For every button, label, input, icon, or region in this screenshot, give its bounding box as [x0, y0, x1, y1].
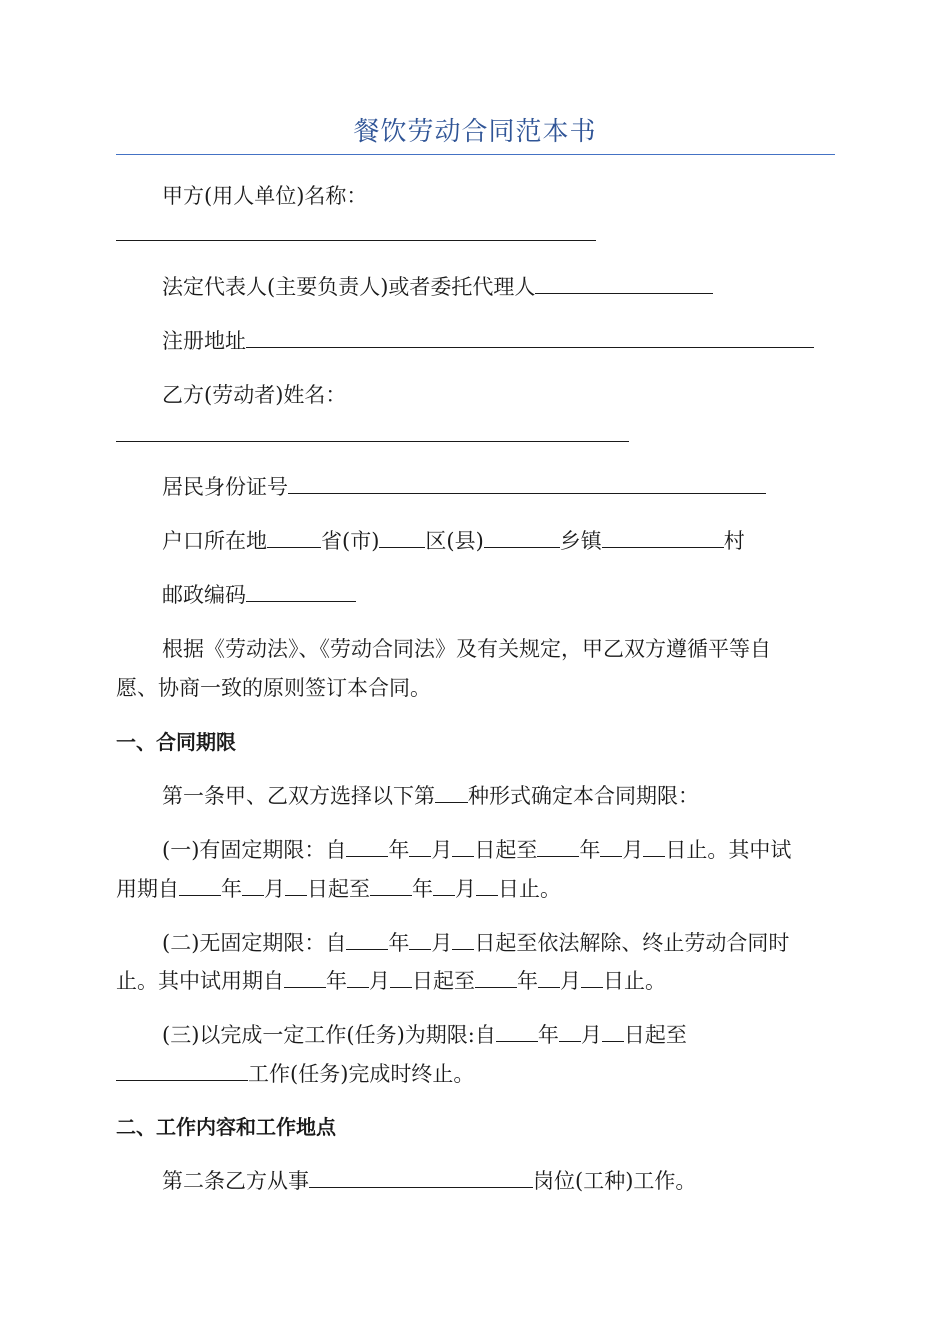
open-probation-start-month-blank[interactable]: [347, 967, 369, 988]
month-text: 月: [560, 969, 581, 993]
representative-line: [116, 273, 835, 301]
day-end-text: 日止。: [498, 877, 561, 901]
province-blank[interactable]: [267, 527, 321, 548]
party-b-name-line: [116, 381, 835, 409]
year-text: 年: [221, 877, 242, 901]
fixed-term-line-2: [116, 875, 835, 903]
representative-blank[interactable]: [535, 273, 713, 294]
task-term-suffix: 工作(任务)完成时终止。: [248, 1062, 475, 1086]
party-b-name-blank[interactable]: [116, 441, 629, 442]
postcode-label: 邮政编码: [162, 583, 246, 607]
fixed-end-month-blank[interactable]: [600, 836, 622, 857]
postcode-blank[interactable]: [246, 581, 356, 602]
postcode-line: [116, 581, 835, 609]
village-label: 村: [723, 529, 745, 553]
fixed-end-day-blank[interactable]: [643, 836, 665, 857]
id-number-line: [116, 473, 835, 501]
document-title: 餐饮劳动合同范本书: [353, 117, 597, 147]
article-2-prefix: 第二条乙方从事: [162, 1169, 309, 1193]
task-start-year-blank[interactable]: [496, 1021, 538, 1042]
preamble-text-1: 根据《劳动法》、《劳动合同法》及有关规定，甲乙双方遵循平等自: [162, 637, 771, 661]
day-end-text: 日止。: [603, 969, 666, 993]
article-1-prefix: 第一条甲、乙双方选择以下第: [162, 784, 435, 808]
article-1-suffix: 种形式确定本合同期限：: [468, 784, 699, 808]
probation-start-year-blank[interactable]: [179, 875, 221, 896]
household-label: 户口所在地: [162, 529, 267, 553]
article-1-line: [116, 782, 835, 810]
representative-label: 法定代表人(主要负责人)或者委托代理人: [162, 275, 536, 299]
party-a-name-label: 甲方(用人单位)名称：: [162, 184, 368, 208]
fixed-start-month-blank[interactable]: [409, 836, 431, 857]
task-description-blank[interactable]: [116, 1060, 248, 1081]
year-text: 年: [388, 931, 410, 955]
address-line: [116, 327, 835, 355]
month-text: 月: [580, 1023, 602, 1047]
open-term-label: (二)无固定期限：自: [162, 931, 347, 955]
open-probation-end-month-blank[interactable]: [538, 967, 560, 988]
province-label: 省(市): [321, 529, 380, 553]
open-term-line-2: [116, 967, 835, 995]
month-text: 月: [369, 969, 390, 993]
year-text: 年: [326, 969, 347, 993]
open-probation-end-year-blank[interactable]: [475, 967, 517, 988]
year-text: 年: [537, 1023, 559, 1047]
year-text: 年: [579, 838, 601, 862]
month-text: 月: [622, 838, 644, 862]
open-probation-end-day-blank[interactable]: [581, 967, 603, 988]
open-probation-start-year-blank[interactable]: [284, 967, 326, 988]
day-from-text: 日起至: [307, 877, 370, 901]
id-number-blank[interactable]: [288, 473, 766, 494]
household-line: [116, 527, 835, 555]
id-number-label: 居民身份证号: [162, 475, 288, 499]
day-end-text: 日止。其中试: [665, 838, 792, 862]
open-term-line-1: [116, 929, 835, 957]
open-until-text: 日起至依法解除、终止劳动合同时: [474, 931, 790, 955]
year-text: 年: [388, 838, 410, 862]
task-start-day-blank[interactable]: [602, 1021, 624, 1042]
task-start-month-blank[interactable]: [559, 1021, 581, 1042]
section-1-heading: 一、合同期限: [116, 730, 236, 754]
party-a-name-line: [116, 182, 835, 210]
open-start-year-blank[interactable]: [346, 929, 388, 950]
day-from-text: 日起至: [623, 1023, 687, 1047]
open-start-month-blank[interactable]: [409, 929, 431, 950]
open-start-day-blank[interactable]: [452, 929, 474, 950]
month-text: 月: [264, 877, 285, 901]
year-text: 年: [412, 877, 433, 901]
district-blank[interactable]: [379, 527, 425, 548]
probation-end-month-blank[interactable]: [433, 875, 455, 896]
preamble-text-2: 愿、协商一致的原则签订本合同。: [116, 676, 431, 700]
probation-label: 用期自: [116, 877, 179, 901]
district-label: 区(县): [425, 529, 484, 553]
preamble-line-1: [116, 635, 835, 663]
title-underline: [116, 154, 835, 155]
fixed-term-label: (一)有固定期限：自: [162, 838, 347, 862]
village-blank[interactable]: [602, 527, 724, 548]
address-label: 注册地址: [162, 329, 246, 353]
open-probation-start-day-blank[interactable]: [390, 967, 412, 988]
term-type-blank[interactable]: [435, 782, 468, 803]
fixed-end-year-blank[interactable]: [537, 836, 579, 857]
month-text: 月: [431, 838, 453, 862]
month-text: 月: [455, 877, 476, 901]
party-a-name-blank[interactable]: [116, 240, 596, 241]
probation-start-month-blank[interactable]: [242, 875, 264, 896]
article-2-suffix: 岗位(工种)工作。: [533, 1169, 697, 1193]
day-from-text: 日起至: [412, 969, 475, 993]
address-blank[interactable]: [246, 327, 814, 348]
month-text: 月: [431, 931, 453, 955]
position-blank[interactable]: [309, 1167, 533, 1188]
fixed-start-year-blank[interactable]: [346, 836, 388, 857]
party-b-name-label: 乙方(劳动者)姓名：: [162, 383, 347, 407]
probation-end-year-blank[interactable]: [370, 875, 412, 896]
day-from-text: 日起至: [474, 838, 538, 862]
preamble-line-2: [116, 674, 835, 702]
town-label: 乡镇: [559, 529, 602, 553]
open-probation-label: 止。其中试用期自: [116, 969, 284, 993]
probation-end-day-blank[interactable]: [476, 875, 498, 896]
article-2-line: [116, 1167, 835, 1195]
task-term-line-1: [116, 1021, 835, 1049]
task-term-line-2: [116, 1060, 835, 1088]
task-term-label: (三)以完成一定工作(任务)为期限:自: [162, 1023, 496, 1047]
probation-start-day-blank[interactable]: [285, 875, 307, 896]
year-text: 年: [517, 969, 538, 993]
fixed-start-day-blank[interactable]: [452, 836, 474, 857]
fixed-term-line-1: [116, 836, 835, 864]
section-2-heading: 二、工作内容和工作地点: [116, 1115, 336, 1139]
town-blank[interactable]: [484, 527, 560, 548]
